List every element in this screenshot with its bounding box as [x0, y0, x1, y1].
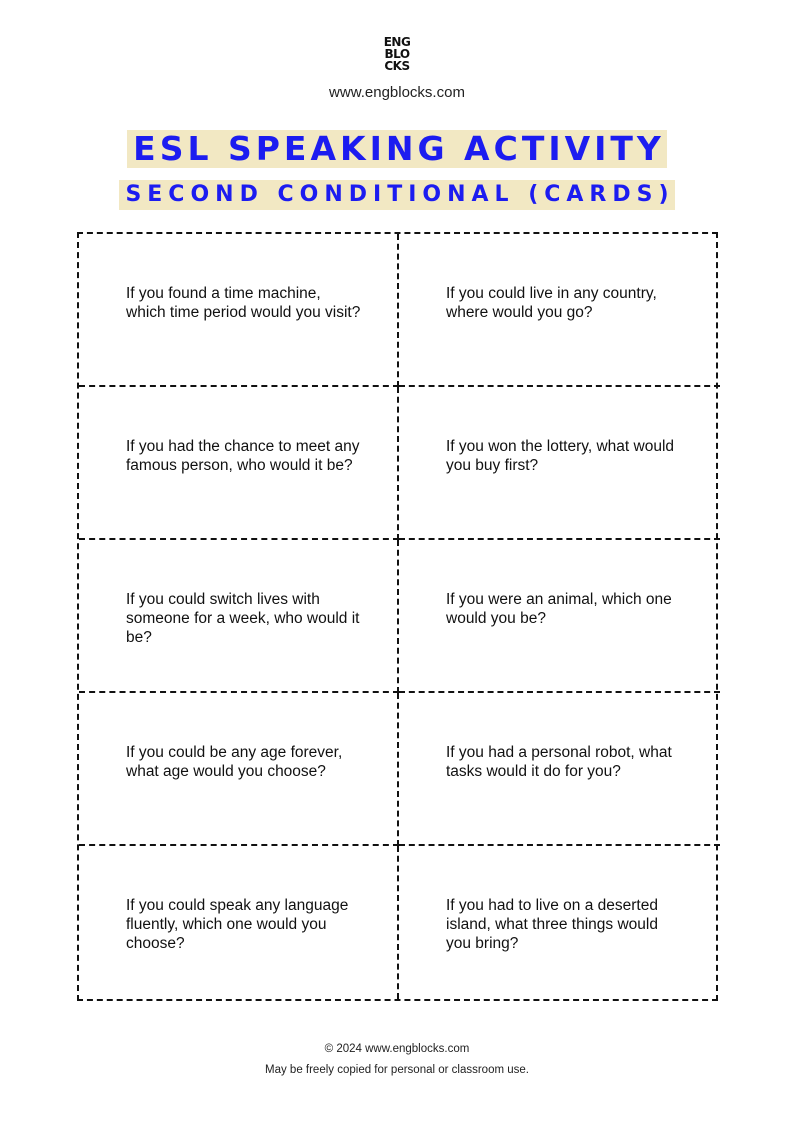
question-card: If you could switch lives with someone for a week, who would it be? — [79, 540, 399, 693]
question-card: If you found a time machine, which time period would you visit? — [79, 234, 399, 387]
question-card: If you could speak any language fluently, which one would you choose? — [79, 846, 399, 999]
logo-line: ENG — [383, 35, 411, 49]
question-card: If you had the chance to meet any famous person, who would it be? — [79, 387, 399, 540]
website-url: www.engblocks.com — [329, 84, 465, 101]
question-card: If you won the lottery, what would you buy first? — [399, 387, 720, 540]
subtitle-container — [0, 180, 794, 210]
card-grid — [77, 232, 718, 1001]
question-card: If you were an animal, which one would you be? — [399, 540, 720, 693]
question-card: If you had to live on a deserted island, what three things would you bring? — [446, 897, 658, 952]
footer-copyright: © 2024 www.engblocks.com — [324, 1043, 470, 1055]
engblocks-logo — [0, 36, 794, 72]
title-container — [0, 130, 794, 168]
logo-line: CKS — [384, 59, 410, 73]
question-card: If you had a personal robot, what tasks would it do for you? — [399, 693, 720, 846]
question-card: If you could live in any country, where would you go? — [399, 234, 720, 387]
page-title: ESL SPEAKING ACTIVITY — [127, 130, 667, 168]
footer-note: May be freely copied for personal or classroom use. — [265, 1064, 529, 1076]
question-card: If you could be any age forever, what age would you choose? — [79, 693, 399, 846]
logo-line: BLO — [384, 47, 410, 61]
page-subtitle: SECOND CONDITIONAL (CARDS) — [119, 180, 674, 210]
